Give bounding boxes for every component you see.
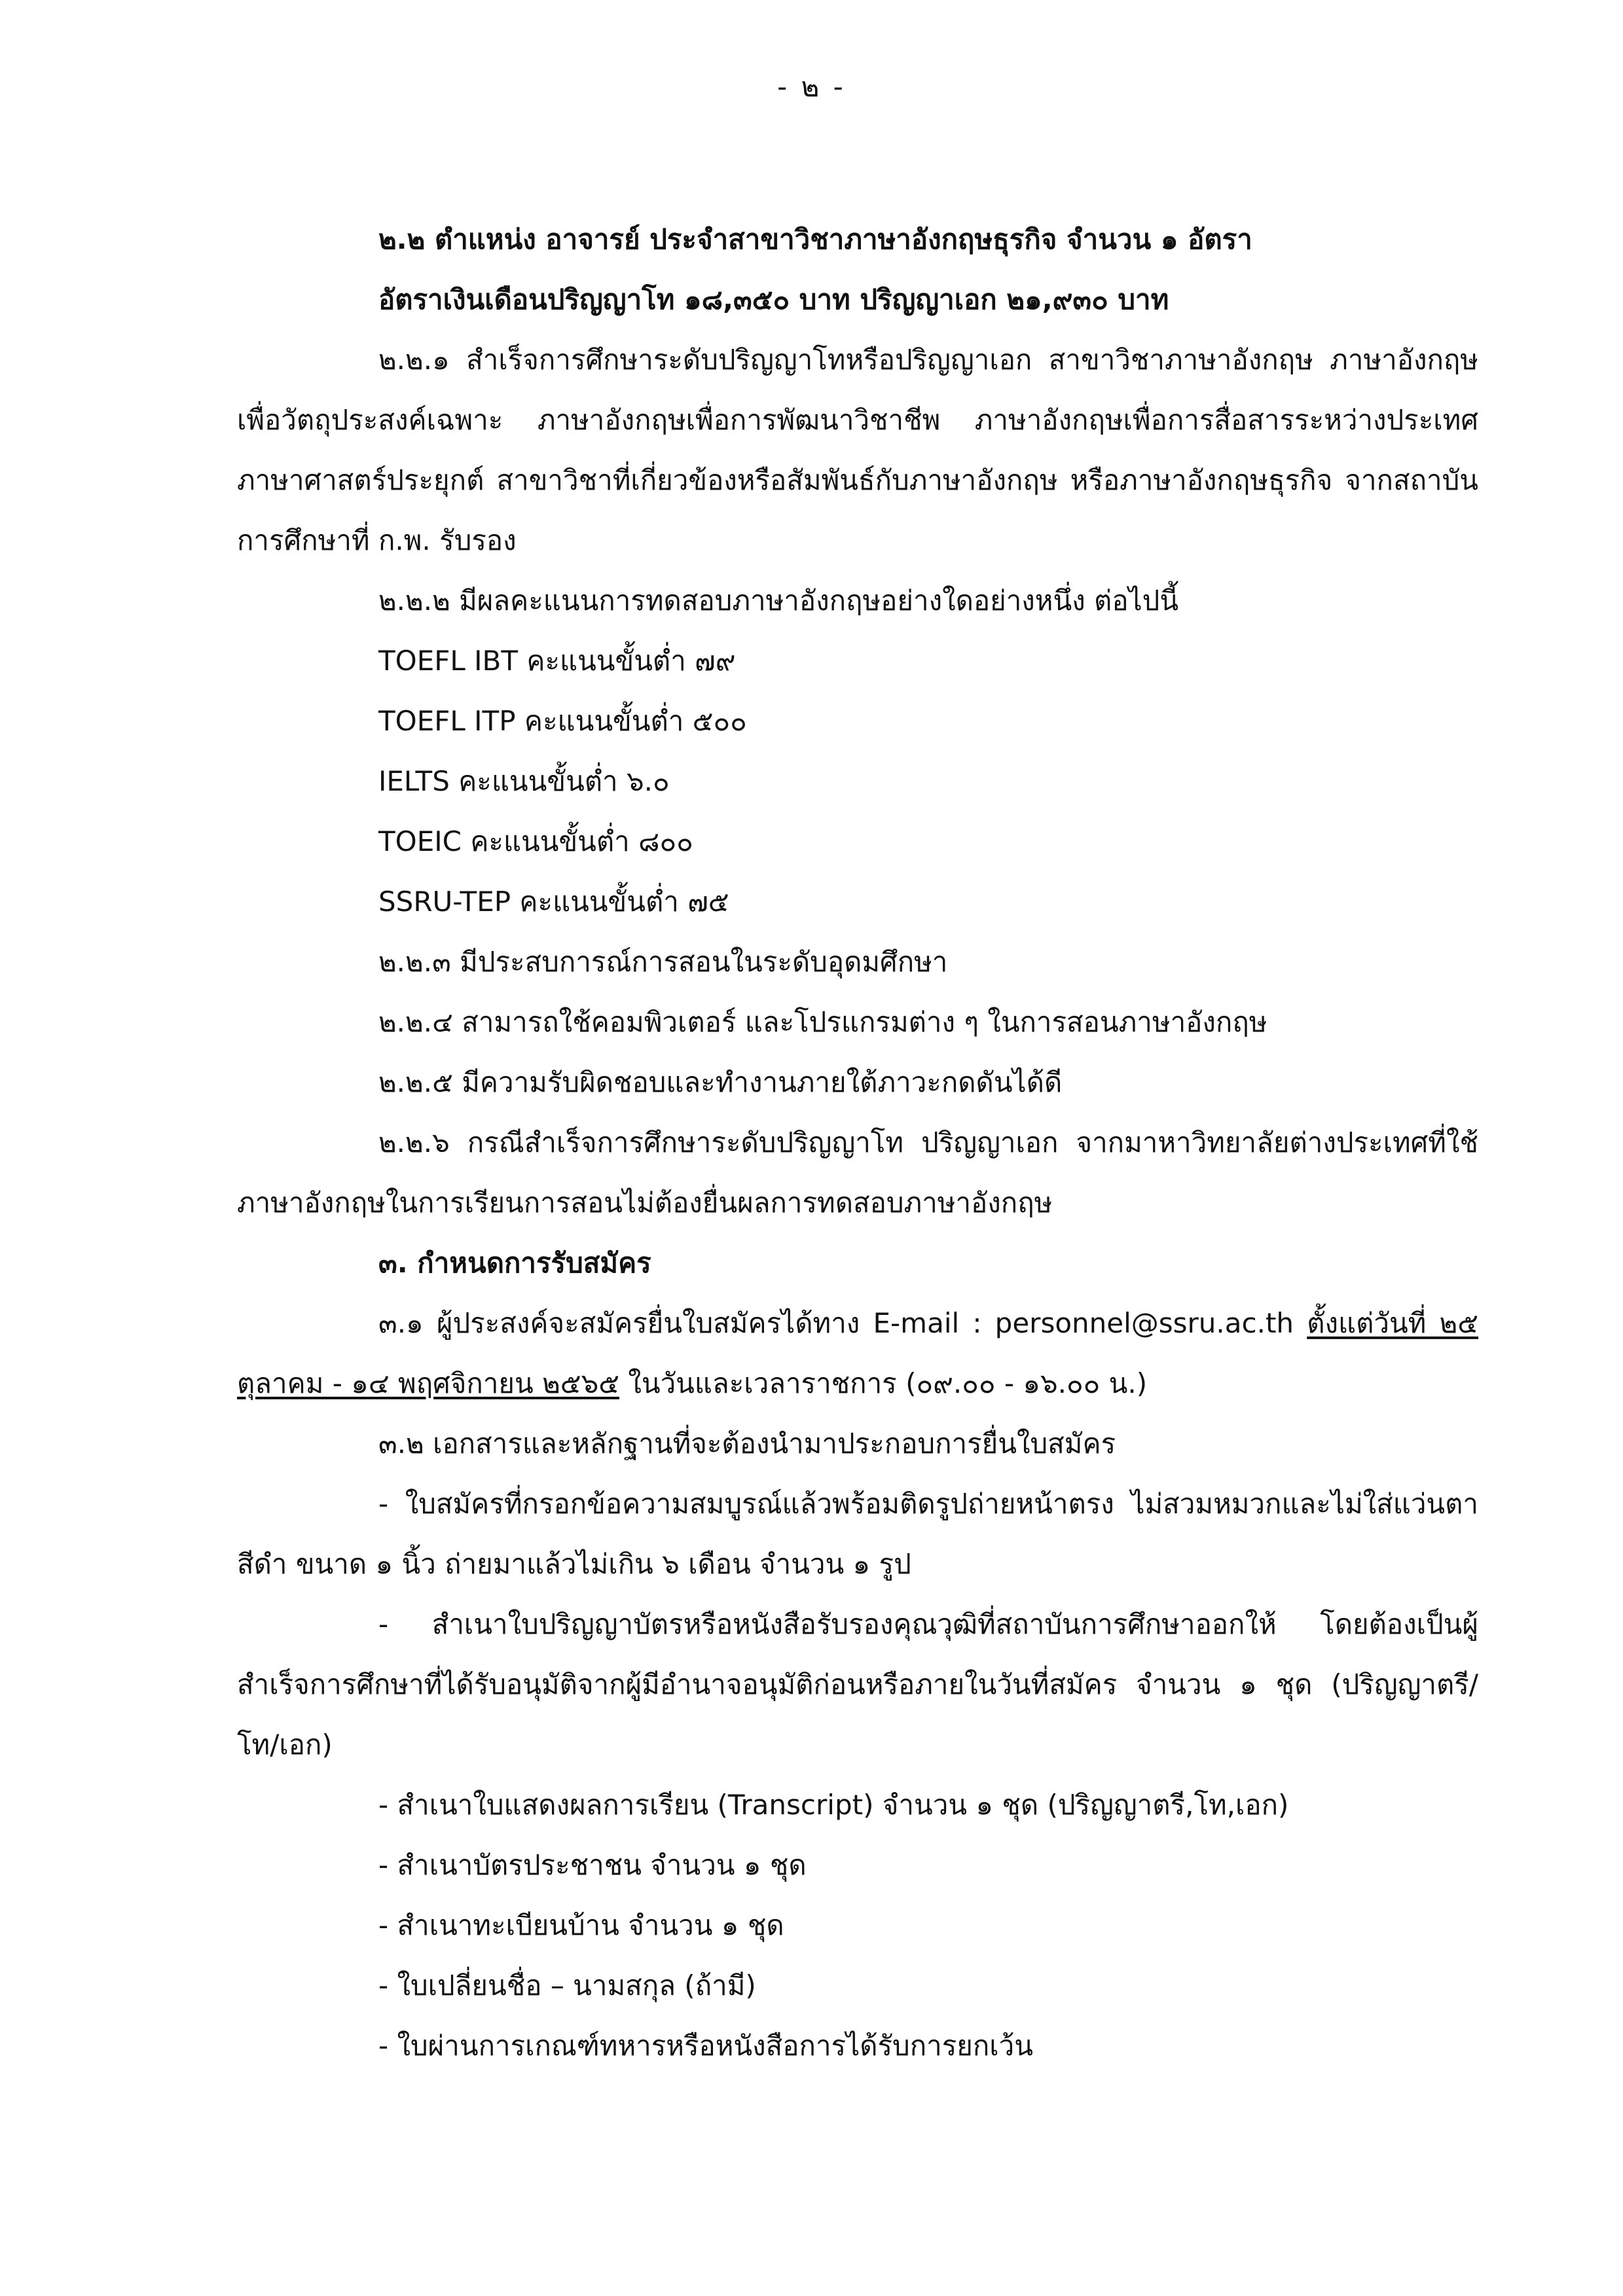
application-period: ตั้งแต่วันที่ ๒๕ ตุลาคม - ๑๔ พฤศจิกายน ๒๕๖๕ bbox=[237, 1307, 1478, 1399]
item-2-2-6: ๒.๒.๖ กรณีสำเร็จการศึกษาระดับปริญญาโท ปริญญาเอก จากมาหาวิทยาลัยต่างประเทศที่ใช้ภาษาอังกฤษในการเรียนการสอนไม่ต้องยื่นผลการทดสอบภาษาอังกฤษ bbox=[237, 1126, 1478, 1219]
doc-name-change: - ใบเปลี่ยนชื่อ – นามสกุล (ถ้ามี) bbox=[378, 1969, 756, 2001]
score-ielts: IELTS คะแนนขั้นต่ำ ๖.๐ bbox=[378, 765, 670, 797]
doc-transcript: - สำเนาใบแสดงผลการเรียน (Transcript) จำนวน ๑ ชุด (ปริญญาตรี,โท,เอก) bbox=[378, 1789, 1289, 1821]
doc-military-service: - ใบผ่านการเกณฑ์ทหารหรือหนังสือการได้รับการยกเว้น bbox=[378, 2030, 1033, 2062]
score-toeic: TOEIC คะแนนขั้นต่ำ ๘๐๐ bbox=[378, 825, 693, 857]
item-3-2: ๓.๒ เอกสารและหลักฐานที่จะต้องนำมาประกอบการยื่นใบสมัคร bbox=[378, 1427, 1116, 1460]
doc-application-photo: - ใบสมัครที่กรอกข้อความสมบูรณ์แล้วพร้อมติดรูปถ่ายหน้าตรง ไม่สวมหมวกและไม่ใส่แว่นตาสีดำ ขนาด ๑ นิ้ว ถ่ายมาแล้วไม่เกิน ๖ เดือน จำนวน ๑ รูป bbox=[237, 1488, 1478, 1580]
item-2-2-4: ๒.๒.๔ สามารถใช้คอมพิวเตอร์ และโปรแกรมต่าง ๆ ในการสอนภาษาอังกฤษ bbox=[378, 1006, 1267, 1038]
score-toefl-ibt: TOEFL IBT คะแนนขั้นต่ำ ๗๙ bbox=[378, 645, 736, 677]
item-3-1-hours: ในวันและเวลาราชการ (๐๙.๐๐ - ๑๖.๐๐ น.) bbox=[619, 1367, 1148, 1399]
score-ssru-tep: SSRU-TEP คะแนนขั้นต่ำ ๗๕ bbox=[378, 886, 729, 918]
item-2-2-5: ๒.๒.๕ มีความรับผิดชอบและทำงานภายใต้ภาวะกดดันได้ดี bbox=[378, 1066, 1063, 1098]
document-body bbox=[237, 209, 1478, 2076]
page-number: - ๒ - bbox=[777, 71, 846, 103]
doc-id-card: - สำเนาบัตรประชาชน จำนวน ๑ ชุด bbox=[378, 1849, 807, 1881]
doc-degree-certificate: - สำเนาใบปริญญาบัตรหรือหนังสือรับรองคุณวุฒิที่สถาบันการศึกษาออกให้ โดยต้องเป็นผู้สำเร็จการศึกษาที่ได้รับอนุมัติจากผู้มีอำนาจอนุมัติก่อนหรือภายในวันที่สมัคร จำนวน ๑ ชุด (ปริญญาตรี/โท/เอก) bbox=[237, 1608, 1478, 1761]
section-3-heading: ๓. กำหนดการรับสมัคร bbox=[378, 1247, 651, 1279]
item-2-2-3: ๒.๒.๓ มีประสบการณ์การสอนในระดับอุดมศึกษา bbox=[378, 946, 948, 978]
item-3-1-text: ๓.๑ ผู้ประสงค์จะสมัครยื่นใบสมัครได้ทาง E-mail : personnel@ssru.ac.th bbox=[378, 1307, 1307, 1339]
doc-house-registration: - สำเนาทะเบียนบ้าน จำนวน ๑ ชุด bbox=[378, 1909, 784, 1941]
item-2-2-2: ๒.๒.๒ มีผลคะแนนการทดสอบภาษาอังกฤษอย่างใดอย่างหนึ่ง ต่อไปนี้ bbox=[378, 584, 1179, 617]
item-3-1 bbox=[237, 1293, 1478, 1414]
item-2-2-1: ๒.๒.๑ สำเร็จการศึกษาระดับปริญญาโทหรือปริญญาเอก สาขาวิชาภาษาอังกฤษ ภาษาอังกฤษเพื่อวัตถุประสงค์เฉพาะ ภาษาอังกฤษเพื่อการพัฒนาวิชาชีพ ภาษาอังกฤษเพื่อการสื่อสารระหว่างประเทศ ภาษาศาสตร์ประยุกต์ สาขาวิชาที่เกี่ยวข้องหรือสัมพันธ์กับภาษาอังกฤษ หรือภาษาอังกฤษธุรกิจ จากสถาบันการศึกษาที่ ก.พ. รับรอง bbox=[237, 344, 1478, 556]
score-toefl-itp: TOEFL ITP คะแนนขั้นต่ำ ๕๐๐ bbox=[378, 705, 747, 737]
section-2-2-heading: ๒.๒ ตำแหน่ง อาจารย์ ประจำสาขาวิชาภาษาอังกฤษธุรกิจ จำนวน ๑ อัตรา bbox=[378, 223, 1252, 255]
salary-heading: อัตราเงินเดือนปริญญาโท ๑๘,๓๕๐ บาท ปริญญาเอก ๒๑,๙๓๐ บาท bbox=[378, 283, 1169, 315]
